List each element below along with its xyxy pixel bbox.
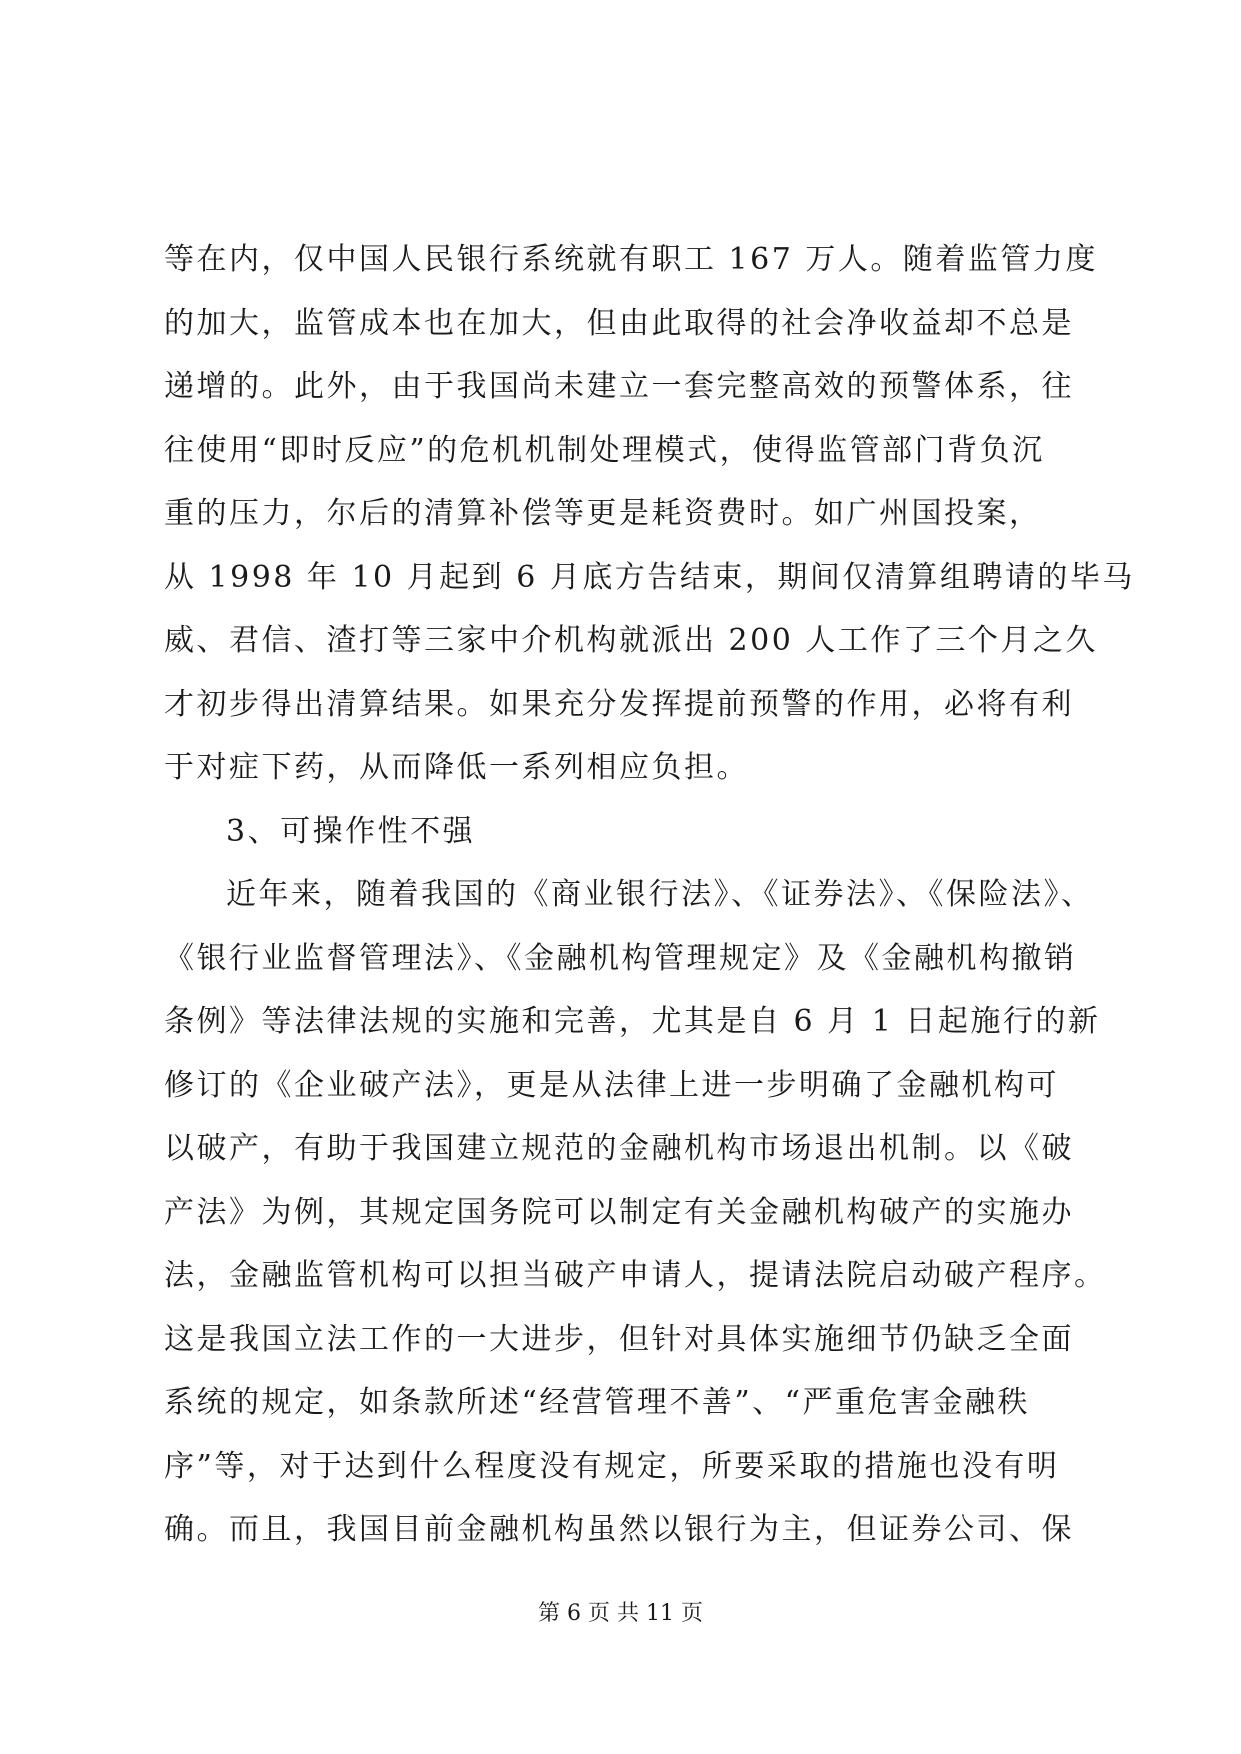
text-line-2: 的加大，监管成本也在加大，但由此取得的社会净收益却不总是 bbox=[164, 305, 1074, 341]
text-line-11: 近年来，随着我国的《商业银行法》、《证券法》、《保险法》、 bbox=[226, 877, 1094, 912]
body-text bbox=[164, 228, 1135, 1562]
text-line-17: 法，金融监管机构可以担当破产申请人，提请法院启动破产程序。 bbox=[164, 1258, 1107, 1293]
text-line-4: 往使用“即时反应”的危机机制处理模式，使得监管部门背负沉 bbox=[164, 432, 1045, 468]
text-line-20: 序”等，对于达到什么程度没有规定，所要采取的措施也没有明 bbox=[164, 1448, 1060, 1484]
text-line-12: 《银行业监督管理法》、《金融机构管理规定》及《金融机构撤销 bbox=[164, 940, 1077, 976]
text-line-9: 于对症下药，从而降低一系列相应负担。 bbox=[164, 750, 749, 785]
text-line-21: 确。而且，我国目前金融机构虽然以银行为主，但证券公司、保 bbox=[164, 1512, 1074, 1547]
page-footer: 第 6 页 共 11 页 bbox=[538, 1601, 703, 1626]
text-line-5: 重的压力，尔后的清算补偿等更是耗资费时。如广州国投案， bbox=[164, 496, 1042, 531]
text-line-3: 递增的。此外，由于我国尚未建立一套完整高效的预警体系，往 bbox=[164, 369, 1074, 404]
section-heading: 3、可操作性不强 bbox=[226, 813, 476, 849]
text-line-6: 从 1998 年 10 月起到 6 月底方告结束，期间仅清算组聘请的毕马 bbox=[164, 559, 1135, 595]
text-line-19: 系统的规定，如条款所述“经营管理不善”、“严重危害金融秩 bbox=[164, 1385, 1031, 1420]
text-line-8: 才初步得出清算结果。如果充分发挥提前预警的作用，必将有利 bbox=[164, 686, 1074, 722]
text-line-13: 条例》等法律法规的实施和完善，尤其是自 6 月 1 日起施行的新 bbox=[164, 1004, 1101, 1039]
text-line-18: 这是我国立法工作的一大进步，但针对具体实施细节仍缺乏全面 bbox=[164, 1321, 1074, 1357]
text-line-7: 威、君信、渣打等三家中介机构就派出 200 人工作了三个月之久 bbox=[164, 623, 1098, 658]
text-line-14: 修订的《企业破产法》，更是从法律上进一步明确了金融机构可 bbox=[164, 1067, 1059, 1103]
text-line-16: 产法》为例，其规定国务院可以制定有关金融机构破产的实施办 bbox=[164, 1194, 1074, 1230]
text-line-15: 以破产，有助于我国建立规范的金融机构市场退出机制。以《破 bbox=[164, 1131, 1074, 1166]
text-line-1: 等在内，仅中国人民银行系统就有职工 167 万人。随着监管力度 bbox=[164, 242, 1098, 277]
